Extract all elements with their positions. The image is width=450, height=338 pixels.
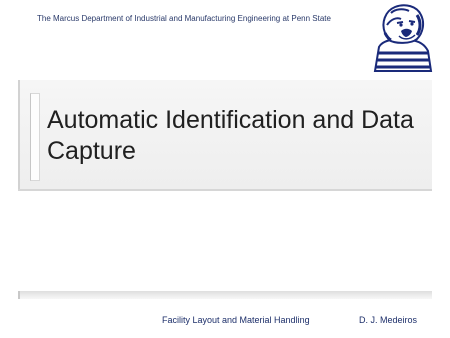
course-name: Facility Layout and Material Handling — [162, 315, 310, 325]
title-panel-edge — [18, 80, 20, 189]
title-accent-bar — [30, 93, 40, 181]
author-name: D. J. Medeiros — [359, 315, 418, 325]
footer-divider-edge — [18, 291, 20, 299]
nittany-lion-logo-icon — [371, 3, 433, 73]
department-header: The Marcus Department of Industrial and Manufacturing Engineering at Penn State — [37, 14, 331, 23]
footer-divider — [18, 291, 432, 299]
slide-title: Automatic Identification and Data Capture — [47, 106, 414, 165]
